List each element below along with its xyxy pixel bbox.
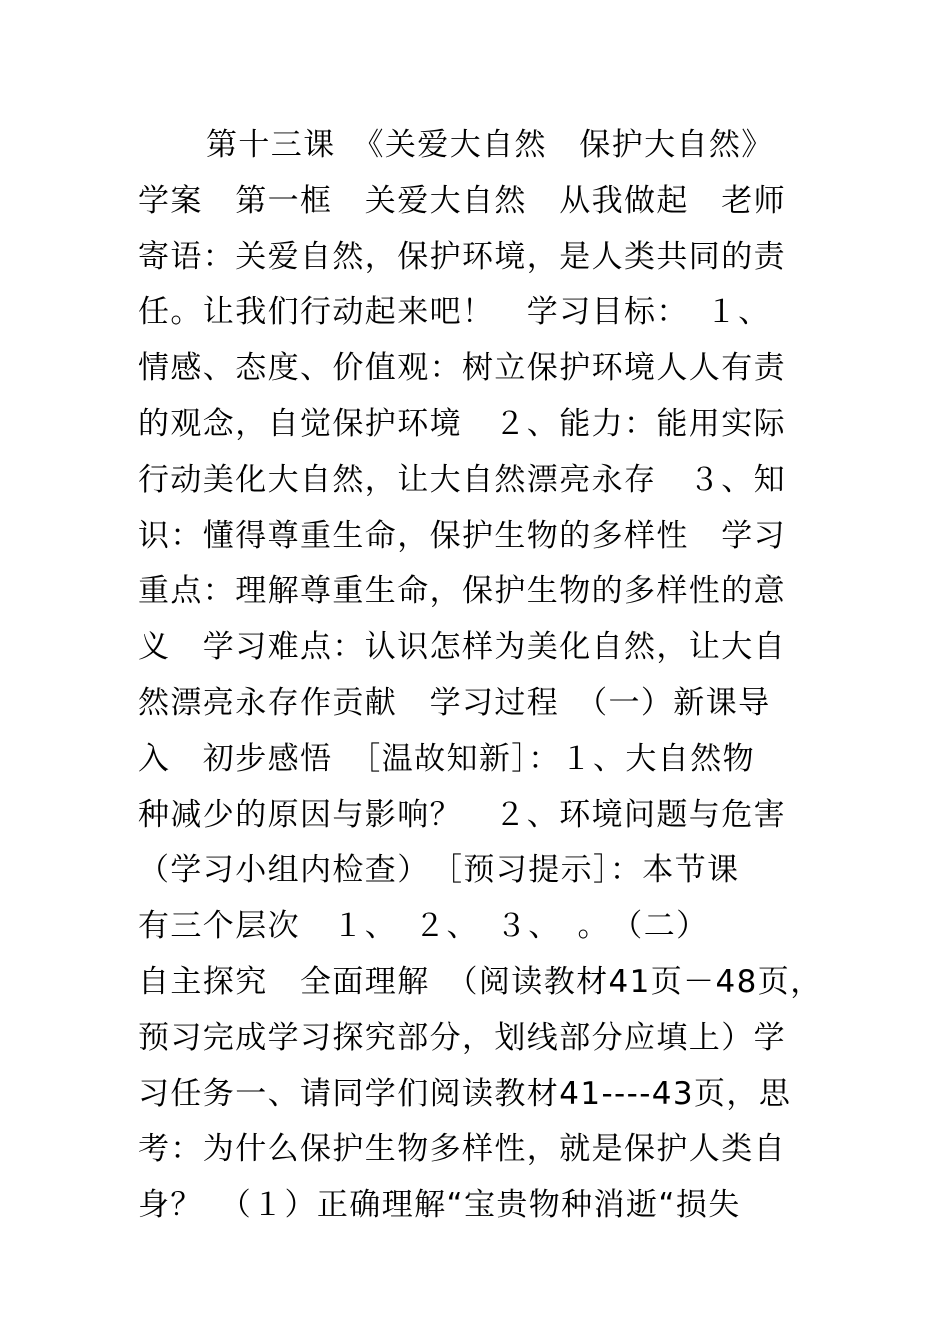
text-line: 义 学习难点：认识怎样为美化自然，让大自 [138,629,786,666]
text-line: 有三个层次 １、 ２、 ３、 。 （二） [138,908,709,945]
text-line: 自主探究 全面理解 （阅读教材41页－48页， [138,963,823,1000]
text-line: 重点：理解尊重生命，保护生物的多样性的意 [138,573,786,610]
text-line: 种减少的原因与影响？ ２、环境问题与危害 [138,796,786,833]
text-line: 习任务一、请同学们阅读教材41----43页，思 [138,1075,792,1112]
text-line: 识：懂得尊重生命，保护生物的多样性 学习 [138,517,786,554]
text-line: 考：为什么保护生物多样性，就是保护人类自 [138,1131,786,1168]
text-line: 学案 第一框 关爱大自然 从我做起 老师 [138,182,786,219]
text-line: 寄语：关爱自然，保护环境，是人类共同的责 [138,238,786,275]
text-line: 预习完成学习探究部分，划线部分应填上）学 [138,1019,786,1056]
text-line: 身？ （１）正确理解“宝贵物种消逝“损失 [138,1187,741,1224]
text-line: （学习小组内检查） ［预习提示］：本节课 [138,852,740,889]
text-line: 第十三课 《关爱大自然 保护大自然》 [206,127,774,163]
text-line: 情感、态度、价值观：树立保护环境人人有责 [138,350,786,387]
body-text [138,118,828,1234]
text-line: 任。让我们行动起来吧！ 学习目标： １、 [138,294,771,331]
text-line: 然漂亮永存作贡献 学习过程 （一）新课导 [138,684,771,721]
text-line: 行动美化大自然，让大自然漂亮永存 ３、知 [138,461,786,498]
text-line: 入 初步感悟 ［温故知新］：１、大自然物 [138,740,755,777]
text-line: 的观念，自觉保护环境 ２、能力：能用实际 [138,405,786,442]
